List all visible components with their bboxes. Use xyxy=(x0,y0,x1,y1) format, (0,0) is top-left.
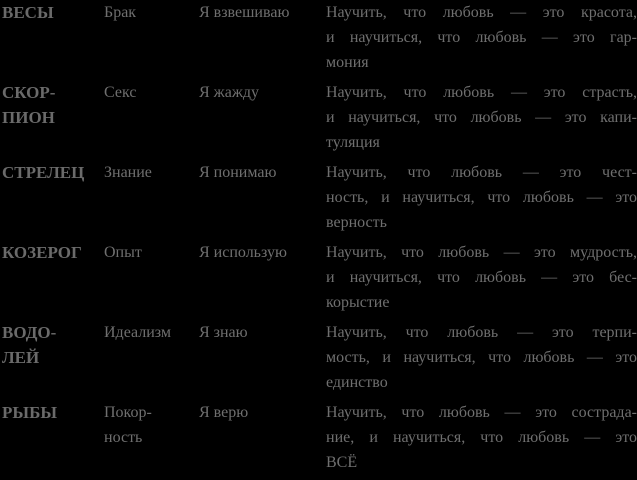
lesson-line: ность, и научиться, что любовь — это xyxy=(326,189,637,206)
sign-cell xyxy=(2,160,98,185)
theme-text: ность xyxy=(104,429,143,446)
sign-name: СКОР- xyxy=(2,83,56,102)
theme-cell xyxy=(104,0,196,25)
theme-text: Брак xyxy=(104,4,137,21)
sign-name: СТРЕЛЕЦ xyxy=(2,163,85,182)
table-row-aquarius xyxy=(0,320,637,400)
lesson-line: корыстие xyxy=(326,294,390,311)
theme-cell xyxy=(104,240,196,265)
theme-text: Опыт xyxy=(104,244,142,261)
verb-cell xyxy=(199,0,323,25)
sign-name: ВОДО- xyxy=(2,323,57,342)
lesson-line: и научиться, что любовь — это капи- xyxy=(326,109,637,126)
lesson-line: Научить, что любовь — это мудрость, xyxy=(326,244,637,261)
table-row-libra xyxy=(0,0,637,80)
theme-cell xyxy=(104,400,196,450)
lesson-line: Научить, что любовь — это сострада- xyxy=(326,404,637,421)
sign-cell xyxy=(2,80,98,130)
lesson-line: верность xyxy=(326,214,387,231)
lesson-cell xyxy=(326,0,637,75)
lesson-line: и научиться, что любовь — это гар- xyxy=(326,29,637,46)
verb-text: Я жажду xyxy=(199,84,260,101)
lesson-line: ние, и научиться, что любовь — это xyxy=(326,429,637,446)
sign-cell xyxy=(2,400,98,425)
sign-cell xyxy=(2,240,98,265)
lesson-line: ВСЁ xyxy=(326,454,358,471)
theme-cell xyxy=(104,160,196,185)
lesson-cell xyxy=(326,320,637,395)
verb-text: Я понимаю xyxy=(199,164,277,181)
theme-text: Покор- xyxy=(104,404,152,421)
lesson-cell xyxy=(326,160,637,235)
table-row-sagittarius xyxy=(0,160,637,240)
verb-text: Я верю xyxy=(199,404,249,421)
lesson-line: единство xyxy=(326,374,388,391)
verb-text: Я взвешиваю xyxy=(199,4,290,21)
verb-text: Я знаю xyxy=(199,324,248,341)
lesson-line: Научить, что любовь — это красота, xyxy=(326,4,637,21)
sign-name: ВЕСЫ xyxy=(2,3,54,22)
lesson-cell xyxy=(326,240,637,315)
lesson-line: мость, и научиться, что любовь — это xyxy=(326,349,637,366)
lesson-cell xyxy=(326,400,637,475)
table-row-capricorn xyxy=(0,240,637,320)
theme-text: Секс xyxy=(104,84,137,101)
theme-text: Идеализм xyxy=(104,324,171,341)
sign-cell xyxy=(2,0,98,25)
theme-cell xyxy=(104,320,196,345)
lesson-line: Научить, что любовь — это страсть, xyxy=(326,84,637,101)
table-row-scorpio xyxy=(0,80,637,160)
verb-cell xyxy=(199,400,323,425)
verb-text: Я использую xyxy=(199,244,287,261)
sign-name: РЫБЫ xyxy=(2,403,58,422)
lesson-line: Научить, что любовь — это чест- xyxy=(326,164,637,181)
verb-cell xyxy=(199,80,323,105)
sign-name: ЛЕЙ xyxy=(2,348,40,367)
table-row-pisces xyxy=(0,400,637,480)
lesson-cell xyxy=(326,80,637,155)
theme-text: Знание xyxy=(104,164,152,181)
verb-cell xyxy=(199,320,323,345)
lesson-line: и научиться, что любовь — это бес- xyxy=(326,269,637,286)
verb-cell xyxy=(199,240,323,265)
theme-cell xyxy=(104,80,196,105)
lesson-line: Научить, что любовь — это терпи- xyxy=(326,324,637,341)
sign-name: ПИОН xyxy=(2,108,55,127)
lesson-line: мония xyxy=(326,54,369,71)
sign-cell xyxy=(2,320,98,370)
lesson-line: туляция xyxy=(326,134,380,151)
verb-cell xyxy=(199,160,323,185)
sign-name: КОЗЕРОГ xyxy=(2,243,82,262)
